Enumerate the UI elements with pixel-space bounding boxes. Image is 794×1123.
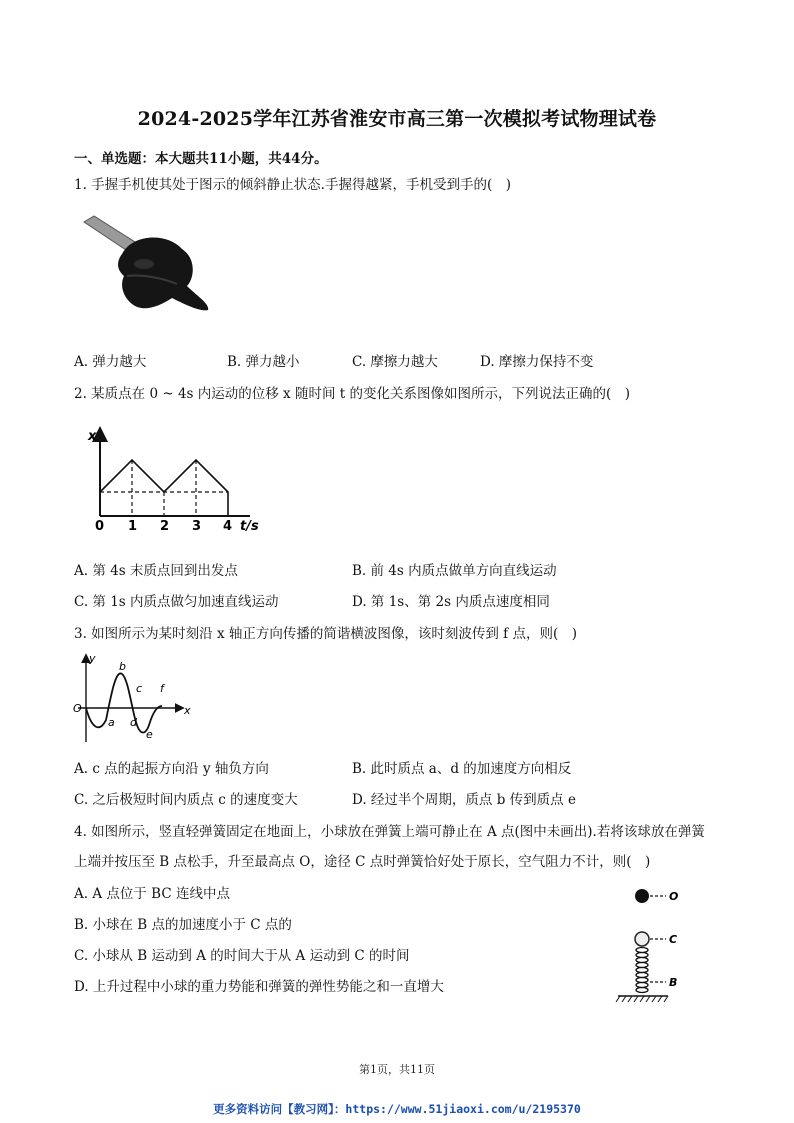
q2-option-c: C. 第 1s 内质点做匀加速直线运动: [74, 594, 279, 610]
q4-option-b: B. 小球在 B 点的加速度小于 C 点的: [74, 917, 292, 933]
q3-option-c: C. 之后极短时间内质点 c 的速度变大: [74, 792, 298, 808]
point-f-label: f: [160, 682, 164, 695]
q1-option-b: B. 弹力越小: [227, 354, 300, 370]
point-e-label: e: [146, 728, 153, 741]
q2-option-b: B. 前 4s 内质点做单方向直线运动: [352, 563, 557, 579]
question-4-stem-line-2: 上端并按压至 B 点松手，升至最高点 O，途径 C 点时弹簧恰好处于原长，空气阻力不计，则( ): [74, 854, 651, 870]
question-2-stem: 2. 某质点在 0 ~ 4s 内运动的位移 x 随时间 t 的变化关系图像如图所示，下列说法正确的( ): [74, 386, 630, 402]
question-3-figure: [72, 650, 197, 750]
q4-option-d: D. 上升过程中小球的重力势能和弹簧的弹性势能之和一直增大: [74, 979, 444, 995]
q2-option-d: D. 第 1s、第 2s 内质点速度相同: [352, 594, 550, 610]
y-axis-label: y: [89, 652, 96, 665]
ball-at-c: [635, 932, 649, 946]
q4-option-a: A. A 点位于 BC 连线中点: [74, 886, 230, 902]
tick-2: 2: [160, 519, 170, 534]
q1-option-c: C. 摩擦力越大: [352, 354, 438, 370]
point-b-label: b: [119, 660, 126, 673]
transverse-wave-graph: [72, 650, 197, 746]
point-a-label: a: [108, 716, 115, 729]
y-axis-label: x: [88, 429, 97, 444]
question-4-figure: [612, 882, 698, 1014]
section-heading: 一、单选题：本大题共11小题，共44分。: [74, 151, 328, 167]
tick-0: 0: [95, 519, 105, 534]
question-1-figure: [72, 204, 222, 348]
q2-option-a: A. 第 4s 末质点回到出发点: [74, 563, 238, 579]
q1-option-d: D. 摩擦力保持不变: [480, 354, 594, 370]
page-number: 第1页，共11页: [359, 1063, 435, 1076]
page-title: 2024-2025学年江苏省淮安市高三第一次模拟考试物理试卷: [137, 108, 657, 130]
spring-ball-diagram: [612, 882, 698, 1010]
question-3-stem: 3. 如图所示为某时刻沿 x 轴正方向传播的简谐横波图像，该时刻波传到 f 点，则( ): [74, 626, 577, 642]
question-1-stem: 1. 手握手机使其处于图示的倾斜静止状态.手握得越紧，手机受到手的( ): [74, 177, 511, 193]
hand-holding-phone-image: [72, 204, 222, 344]
point-d-label: d: [130, 716, 137, 729]
q3-option-d: D. 经过半个周期，质点 b 传到质点 e: [352, 792, 576, 808]
question-4-stem-line-1: 4. 如图所示，竖直轻弹簧固定在地面上，小球放在弹簧上端可静止在 A 点(图中未画出).若将该球放在弹簧: [74, 824, 705, 840]
label-b: B: [669, 976, 678, 989]
question-2-figure: [82, 422, 272, 538]
resource-link[interactable]: 更多资料访问【教习网】：https://www.51jiaoxi.com/u/2195370: [213, 1102, 581, 1116]
q4-option-c: C. 小球从 B 运动到 A 的时间大于从 A 运动到 C 的时间: [74, 948, 410, 964]
label-o: O: [669, 890, 679, 903]
displacement-time-graph: [82, 422, 272, 534]
q1-option-a: A. 弹力越大: [74, 354, 147, 370]
wave-curve: [86, 673, 162, 732]
q3-option-a: A. c 点的起振方向沿 y 轴负方向: [74, 761, 269, 777]
ball-at-o: [635, 889, 649, 903]
point-c-label: c: [136, 682, 143, 695]
tick-4: 4: [223, 519, 233, 534]
x-axis-label: t/s: [240, 519, 259, 534]
x-axis-label: x: [184, 704, 191, 717]
q3-option-b: B. 此时质点 a、d 的加速度方向相反: [352, 761, 572, 777]
tick-3: 3: [192, 519, 202, 534]
spring: [636, 948, 648, 993]
label-c: C: [669, 933, 678, 946]
origin-label: O: [73, 702, 82, 715]
tick-1: 1: [128, 519, 138, 534]
